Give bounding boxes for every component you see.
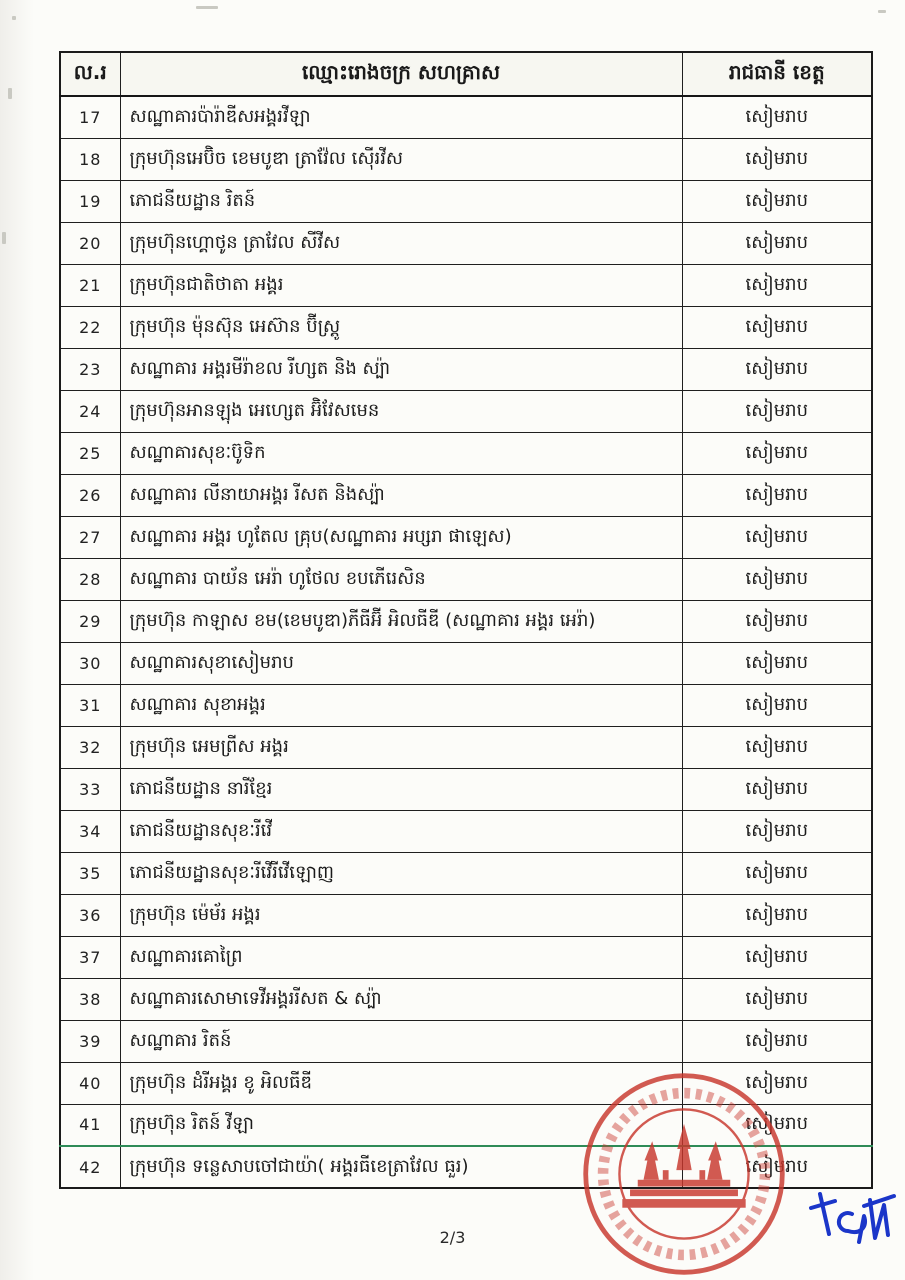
table-row (60, 558, 872, 600)
province-cell: សៀមរាប (682, 1062, 872, 1104)
factory-name-cell: ក្រុមហ៊ុន ដំរីអង្គរ ខូ អិលធីឌី (120, 1062, 682, 1104)
table-row (60, 348, 872, 390)
factory-name-cell: ភោជនីយដ្ឋាន នារីខ្មែរ (120, 768, 682, 810)
province-cell: សៀមរាប (682, 642, 872, 684)
table-row (60, 138, 872, 180)
factory-name-cell: ក្រុមហ៊ុនជាតិថាតា អង្គរ (120, 264, 682, 306)
factory-name-cell: ក្រុមហ៊ុន អេមព្រីស អង្គរ (120, 726, 682, 768)
table-row (60, 684, 872, 726)
factory-name-cell: ភោជនីយដ្ឋានសុខៈរីវើ (120, 810, 682, 852)
row-number-cell: 23 (60, 348, 120, 390)
row-number-cell: 26 (60, 474, 120, 516)
scan-speck (196, 6, 218, 9)
table-row (60, 180, 872, 222)
scan-speck (878, 10, 886, 13)
province-cell: សៀមរាប (682, 474, 872, 516)
factory-name-cell: សណ្ឋាគារប៉ារ៉ាឌីសអង្គរវីឡា (120, 96, 682, 138)
row-number-cell: 32 (60, 726, 120, 768)
row-number-cell: 38 (60, 978, 120, 1020)
row-number-cell: 42 (60, 1146, 120, 1188)
factory-name-cell: សណ្ឋាគារសោមាទេវីអង្គររីសត & ស្ប៉ា (120, 978, 682, 1020)
table-row (60, 810, 872, 852)
row-number-cell: 37 (60, 936, 120, 978)
province-cell: សៀមរាប (682, 516, 872, 558)
row-number-cell: 29 (60, 600, 120, 642)
province-cell: សៀមរាប (682, 264, 872, 306)
row-number-cell: 24 (60, 390, 120, 432)
row-number-cell: 25 (60, 432, 120, 474)
province-cell: សៀមរាប (682, 558, 872, 600)
row-number-cell: 22 (60, 306, 120, 348)
province-cell: សៀមរាប (682, 432, 872, 474)
factory-name-cell: ក្រុមហ៊ុន ម៉ុនស៊ុន អេស៊ាន ប៊ីស្ត្រូ (120, 306, 682, 348)
row-number-cell: 31 (60, 684, 120, 726)
factory-name-cell: សណ្ឋាគារសុខៈប៊ូទិក (120, 432, 682, 474)
page-number: 2/3 (439, 1228, 466, 1247)
factory-name-cell: សណ្ឋាគារ អង្គរមីរ៉ាខល រីហ្សត និង ស្ប៉ា (120, 348, 682, 390)
row-number-cell: 19 (60, 180, 120, 222)
row-number-cell: 27 (60, 516, 120, 558)
province-cell: សៀមរាប (682, 222, 872, 264)
table-header-row (60, 52, 872, 96)
factory-name-cell: សណ្ឋាគារ រិតន៍ (120, 1020, 682, 1062)
table-row (60, 726, 872, 768)
province-cell: សៀមរាប (682, 852, 872, 894)
province-cell: សៀមរាប (682, 1146, 872, 1188)
factory-name-cell: សណ្ឋាគារ អង្គរ ហូតែល គ្រុប(សណ្ឋាគារ អប្សរា ផាឡេស) (120, 516, 682, 558)
table-row (60, 978, 872, 1020)
row-number-cell: 18 (60, 138, 120, 180)
province-cell: សៀមរាប (682, 600, 872, 642)
table-row (60, 390, 872, 432)
row-number-cell: 20 (60, 222, 120, 264)
table-row (60, 96, 872, 138)
factory-name-cell: ភោជនីយដ្ឋានសុខៈរីវើរីវើឡោញ (120, 852, 682, 894)
row-number-cell: 36 (60, 894, 120, 936)
factory-name-cell: ក្រុមហ៊ុនហ្គោថូន ត្រាវែល សីវីស (120, 222, 682, 264)
table-row (60, 516, 872, 558)
column-header-number: ល.រ (60, 52, 120, 96)
table-row (60, 1020, 872, 1062)
province-cell: សៀមរាប (682, 1020, 872, 1062)
table-row (60, 936, 872, 978)
table-row (60, 852, 872, 894)
factory-name-cell: សណ្ឋាគារសុខាសៀមរាប (120, 642, 682, 684)
row-number-cell: 28 (60, 558, 120, 600)
table-row (60, 306, 872, 348)
table-row (60, 1104, 872, 1146)
province-cell: សៀមរាប (682, 96, 872, 138)
province-cell: សៀមរាប (682, 810, 872, 852)
province-cell: សៀមរាប (682, 306, 872, 348)
factory-name-cell: សណ្ឋាគារគោព្រៃ (120, 936, 682, 978)
row-number-cell: 21 (60, 264, 120, 306)
factory-name-cell: ក្រុមហ៊ុនអេប៊ិច ខេមបូឌា ត្រាវ៉ែល ស៊ើរវីស (120, 138, 682, 180)
factory-name-cell: ក្រុមហ៊ុន ទន្លេសាបចៅជាយ៉ា( អង្គរធីខេត្រាវែល ធួរ) (120, 1146, 682, 1188)
column-header-province: រាជធានី ខេត្ត (682, 52, 872, 96)
row-number-cell: 30 (60, 642, 120, 684)
table-row (60, 222, 872, 264)
factory-name-cell: សណ្ឋាគារ លីនាយាអង្គរ រីសត និងស្ប៉ា (120, 474, 682, 516)
province-cell: សៀមរាប (682, 768, 872, 810)
factory-name-cell: ក្រុមហ៊ុនអានឡុង អេហ្សេត អ៊ិវែសមេន (120, 390, 682, 432)
scan-speck (2, 232, 6, 244)
factory-name-cell: ភោជនីយដ្ឋាន រិតន៍ (120, 180, 682, 222)
row-number-cell: 40 (60, 1062, 120, 1104)
row-number-cell: 17 (60, 96, 120, 138)
table-row (60, 264, 872, 306)
province-cell: សៀមរាប (682, 978, 872, 1020)
factory-name-cell: សណ្ឋាគារ បាយ័ន អេរ៉ា ហូថែល ខបភើរេសិន (120, 558, 682, 600)
factory-name-cell: ក្រុមហ៊ុន ម៉េម័រ អង្គរ (120, 894, 682, 936)
table-row (60, 768, 872, 810)
province-cell: សៀមរាប (682, 390, 872, 432)
table-row (60, 474, 872, 516)
province-cell: សៀមរាប (682, 1104, 872, 1146)
province-cell: សៀមរាប (682, 894, 872, 936)
row-number-cell: 39 (60, 1020, 120, 1062)
province-cell: សៀមរាប (682, 684, 872, 726)
row-number-cell: 33 (60, 768, 120, 810)
table-row (60, 432, 872, 474)
table-row (60, 642, 872, 684)
table-row (60, 894, 872, 936)
factory-name-cell: សណ្ឋាគារ សុខាអង្គរ (120, 684, 682, 726)
scan-speck (12, 16, 16, 20)
province-cell: សៀមរាប (682, 180, 872, 222)
column-header-factory-name: ឈ្មោះរោងចក្រ សហគ្រាស (120, 52, 682, 96)
scan-edge-shading (0, 0, 34, 1280)
province-cell: សៀមរាប (682, 726, 872, 768)
scan-speck (8, 88, 12, 99)
factory-name-cell: ក្រុមហ៊ុន កាឡាស ខម(ខេមបូឌា)ភីធីអ៊ី អិលធីឌី (សណ្ឋាគារ អង្គរ អេរ៉ា) (120, 600, 682, 642)
table-body (60, 96, 872, 1188)
row-number-cell: 34 (60, 810, 120, 852)
enterprise-register-table (59, 51, 873, 1189)
row-number-cell: 35 (60, 852, 120, 894)
province-cell: សៀមរាប (682, 138, 872, 180)
table-row (60, 1062, 872, 1104)
table-row (60, 600, 872, 642)
factory-name-cell: ក្រុមហ៊ុន រិតន៍ វីឡា (120, 1104, 682, 1146)
row-number-cell: 41 (60, 1104, 120, 1146)
table-row (60, 1146, 872, 1188)
province-cell: សៀមរាប (682, 348, 872, 390)
province-cell: សៀមរាប (682, 936, 872, 978)
